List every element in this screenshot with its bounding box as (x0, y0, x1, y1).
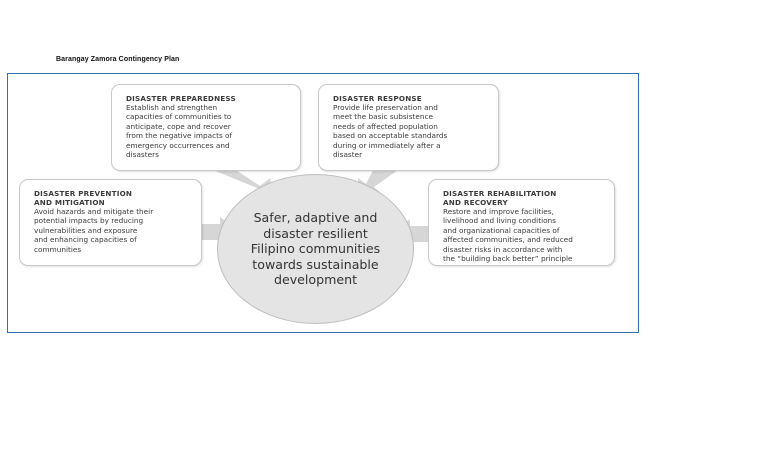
center-goal-circle (217, 174, 414, 324)
card-body: Avoid hazards and mitigate their potential impacts by reducing vulnerabilities and exposure and enhancing capacities of communities (34, 207, 154, 254)
card-title: DISASTER RESPONSE (333, 94, 422, 103)
card-body: Establish and strengthen capacities of communities to anticipate, cope and recover from the negative impacts of emergency occurrences and disasters (126, 103, 233, 160)
diagram-frame (7, 73, 639, 333)
card-body: Provide life preservation and meet the basic subsistence needs of affected population based on acceptable standards during or immediately after a disaster (333, 103, 448, 160)
card-title: DISASTER PREVENTION AND MITIGATION (34, 189, 133, 207)
card-disaster-preparedness (111, 84, 301, 171)
card-disaster-rehabilitation-recovery (428, 179, 615, 266)
card-title: DISASTER PREPAREDNESS (126, 94, 236, 103)
card-disaster-response (318, 84, 499, 171)
center-goal-text: Safer, adaptive and disaster resilient Filipino communities towards sustainable development (250, 210, 381, 288)
document-header: Barangay Zamora Contingency Plan (56, 56, 180, 63)
card-title: DISASTER REHABILITATION AND RECOVERY (443, 189, 557, 207)
card-body: Restore and improve facilities, livelihood and living conditions and organizational capacities of affected communities, and reduced disaster risks in accordance with the “building back better” principle (443, 207, 573, 264)
card-disaster-prevention-mitigation (19, 179, 202, 266)
